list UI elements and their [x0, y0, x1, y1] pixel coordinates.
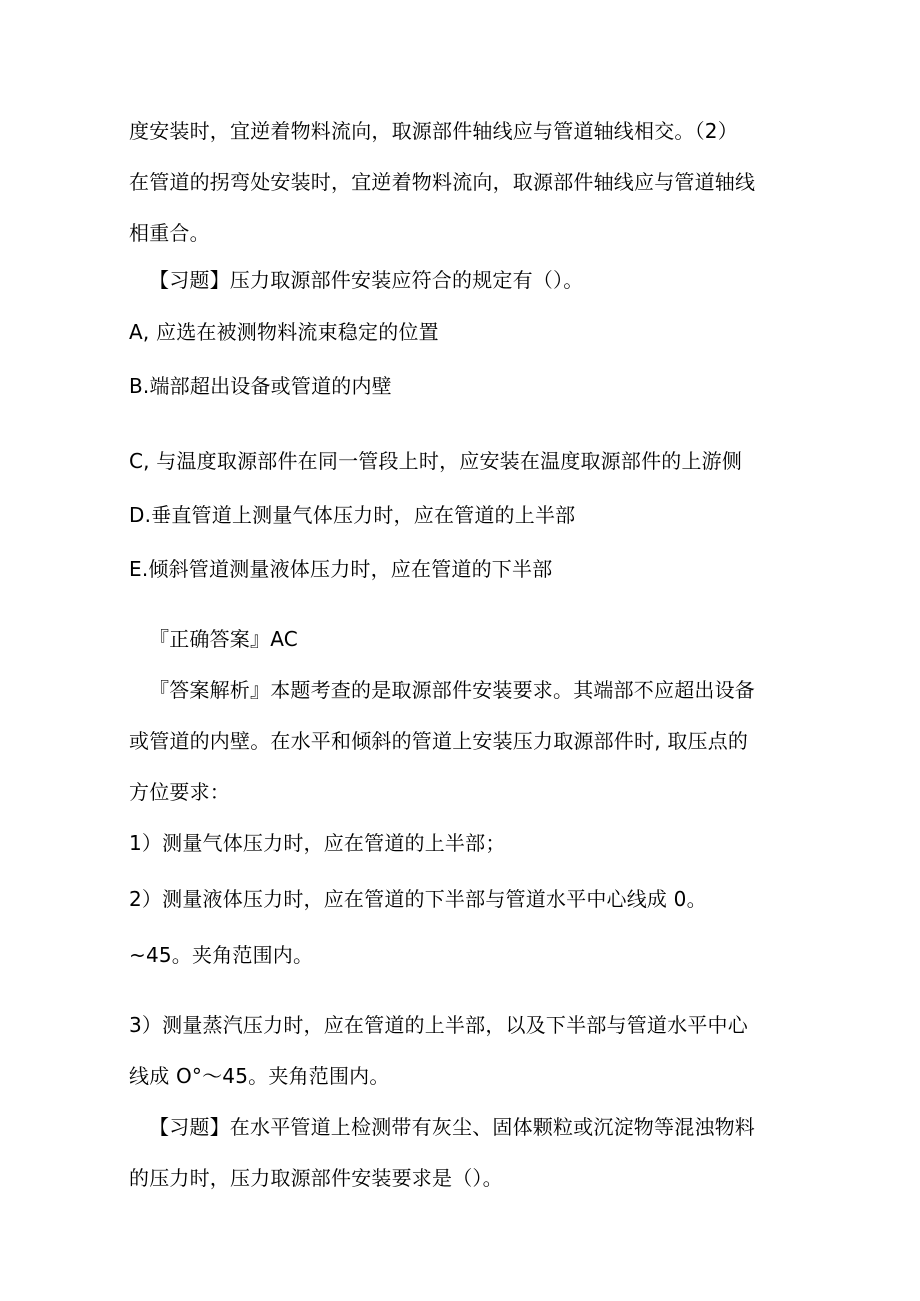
analysis-line: 方位要求： [129, 780, 230, 804]
analysis-line: 『答案解析』本题考查的是取源部件安装要求。其端部不应超出设备 [149, 678, 755, 702]
analysis-item-2: 2）测量液体压力时，应在管道的下半部与管道水平中心线成 0。 [129, 887, 707, 911]
option-a: A, 应选在被测物料流束稳定的位置 [129, 320, 439, 344]
paragraph-line: 度安装时，宜逆着物料流向，取源部件轴线应与管道轴线相交。（2） [129, 119, 738, 143]
option-e: E.倾斜管道测量液体压力时，应在管道的下半部 [129, 557, 553, 581]
question-stem: 【习题】压力取源部件安装应符合的规定有（）。 [149, 268, 584, 292]
question-stem: 【习题】在水平管道上检测带有灰尘、固体颗粒或沉淀物等混浊物料 [149, 1115, 755, 1139]
analysis-item-2-cont: ~45。夹角范围内。 [129, 943, 314, 967]
analysis-item-3-cont: 线成 O°～45。夹角范围内。 [129, 1064, 390, 1088]
option-b: B.端部超出设备或管道的内壁 [129, 374, 392, 398]
paragraph-line: 在管道的拐弯处安装时，宜逆着物料流向，取源部件轴线应与管道轴线 [129, 170, 756, 194]
analysis-line: 或管道的内壁。在水平和倾斜的管道上安装压力取源部件时, 取压点的 [129, 729, 749, 753]
option-c: C, 与温度取源部件在同一管段上时，应安装在温度取源部件的上游侧 [129, 449, 743, 473]
analysis-item-3: 3）测量蒸汽压力时，应在管道的上半部，以及下半部与管道水平中心 [129, 1013, 748, 1037]
question-stem-cont: 的压力时，压力取源部件安装要求是（）。 [129, 1166, 503, 1190]
option-d: D.垂直管道上测量气体压力时，应在管道的上半部 [129, 503, 576, 527]
paragraph-line: 相重合。 [129, 221, 210, 245]
correct-answer: 『正确答案』AC [149, 627, 298, 651]
analysis-item-1: 1）测量气体压力时，应在管道的上半部； [129, 831, 506, 855]
